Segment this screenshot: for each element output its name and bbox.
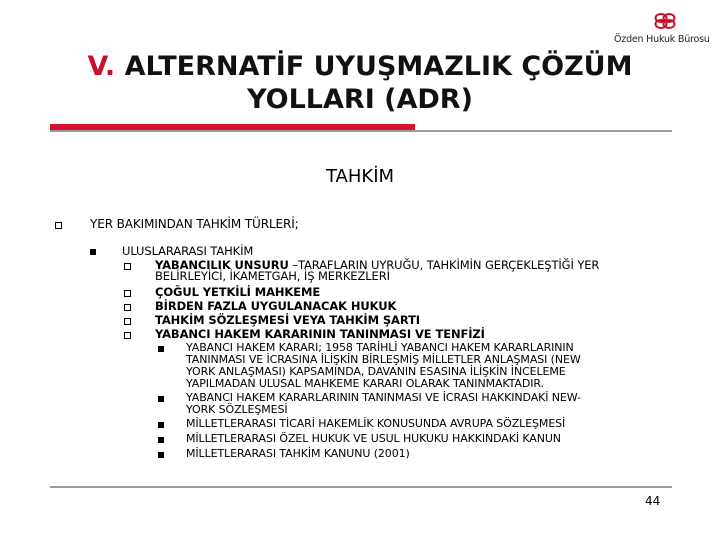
outline-level4-line: YABANCI HAKEM KARARLARININ TANINMASI VE İCRASI HAKKINDAKİ NEW- <box>186 391 581 404</box>
page-number: 44 <box>645 494 661 508</box>
outline-level3-item: BİRDEN FAZLA UYGULANACAK HUKUK <box>155 299 397 313</box>
outline-level4-line: YAPILMADAN ULUSAL MAHKEME KARARI OLARAK TANINMAKTADIR. <box>186 377 544 390</box>
outline-level3-item: ÇOĞUL YETKİLİ MAHKEME <box>155 285 321 299</box>
hollow-square-bullet-icon <box>124 304 131 311</box>
slide-title <box>40 50 680 116</box>
outline-level4-line: YABANCI HAKEM KARARI; 1958 TARİHLİ YABANCI HAKEM KARARLARININ <box>186 341 574 354</box>
filled-square-bullet-icon <box>158 346 164 352</box>
outline-level4-line: MİLLETLERARASI TAHKİM KANUNU (2001) <box>186 447 410 460</box>
outline-level4-line: MİLLETLERARASI ÖZEL HUKUK VE USUL HUKUKU HAKKINDAKİ KANUN <box>186 432 561 445</box>
outline-level3-item-cont: BELİRLEYİCİ, İKAMETGAH, İŞ MERKEZLERİ <box>155 269 390 283</box>
hollow-square-bullet-icon <box>124 290 131 297</box>
hollow-square-bullet-icon <box>55 222 62 229</box>
filled-square-bullet-icon <box>158 422 164 428</box>
outline-level4-line: TANINMASI VE İCRASINA İLİŞKİN BİRLEŞMİŞ MİLLETLER ANLAŞMASI (NEW <box>186 353 581 366</box>
item-bold-text: YABANCILIK UNSURU <box>155 258 289 272</box>
filled-square-bullet-icon <box>158 396 164 402</box>
logo-mark-icon <box>654 12 676 30</box>
logo-text: Özden Hukuk Bürosu <box>614 34 710 45</box>
firm-logo <box>612 12 716 46</box>
filled-square-bullet-icon <box>158 437 164 443</box>
item-rest-text: –TARAFLARIN UYRUĞU, TAHKİMİN GERÇEKLEŞTİĞİ YER <box>288 258 600 272</box>
title-text-1: ALTERNATİF UYUŞMAZLIK ÇÖZÜM <box>124 51 633 82</box>
hollow-square-bullet-icon <box>124 318 131 325</box>
hollow-square-bullet-icon <box>124 332 131 339</box>
outline-level4-line: YORK SÖZLEŞMESİ <box>186 403 288 416</box>
title-line-1 <box>40 50 680 83</box>
outline-level2: ULUSLARARASI TAHKİM <box>122 244 254 258</box>
outline-level1: YER BAKIMINDAN TAHKİM TÜRLERİ; <box>90 217 299 231</box>
filled-square-bullet-icon <box>90 249 96 255</box>
title-number: V. <box>87 51 116 82</box>
outline-level4-line: MİLLETLERARASI TİCARİ HAKEMLİK KONUSUNDA AVRUPA SÖZLEŞMESİ <box>186 417 566 430</box>
slide-subtitle: TAHKİM <box>325 166 395 187</box>
outline-level3-item: TAHKİM SÖZLEŞMESİ VEYA TAHKİM ŞARTI <box>155 313 420 327</box>
title-divider <box>50 130 672 132</box>
outline-level3-item: YABANCI HAKEM KARARININ TANINMASI VE TENFİZİ <box>155 327 485 341</box>
footer-divider <box>50 486 672 488</box>
outline-level4-line: YORK ANLAŞMASI) KAPSAMINDA, DAVANIN ESASINA İLİŞKİN İNCELEME <box>186 365 566 378</box>
filled-square-bullet-icon <box>158 452 164 458</box>
title-line-2: YOLLARI (ADR) <box>247 84 473 115</box>
hollow-square-bullet-icon <box>124 263 131 270</box>
